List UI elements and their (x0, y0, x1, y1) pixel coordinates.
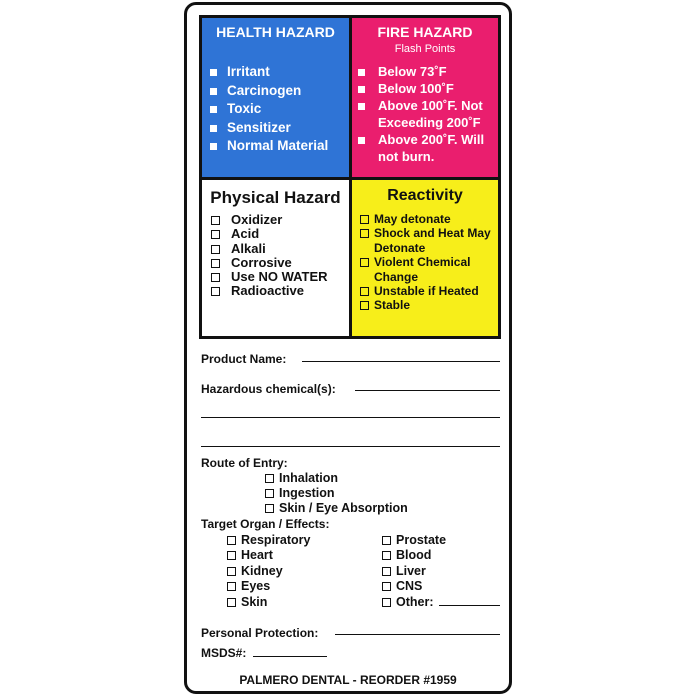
checkbox[interactable] (211, 287, 220, 296)
hazardous-chemicals-field[interactable] (355, 390, 500, 391)
list-item: Alkali (211, 242, 349, 256)
checkbox[interactable] (360, 301, 369, 310)
hazard-grid (199, 15, 501, 339)
bullet-square-icon (210, 106, 217, 113)
checkbox[interactable] (382, 551, 391, 560)
route-option-inhalation[interactable]: Inhalation (265, 471, 338, 485)
hazardous-chemicals-field-line-2[interactable] (201, 417, 500, 418)
list-item: Acid (211, 227, 349, 241)
fire-hazard-list (352, 63, 498, 165)
list-item: May detonate (360, 212, 498, 226)
organ-liver[interactable]: Liver (382, 564, 426, 578)
reactivity-list (352, 212, 498, 313)
checkbox[interactable] (382, 567, 391, 576)
bullet-square-icon (358, 69, 365, 76)
list-item: Violent Chemical Change (360, 255, 498, 284)
organ-heart[interactable]: Heart (227, 548, 273, 562)
fire-hazard-title: FIRE HAZARD (377, 24, 473, 40)
bullet-square-icon (210, 88, 217, 95)
list-item: Toxic (210, 100, 349, 119)
checkbox[interactable] (265, 504, 274, 513)
checkbox[interactable] (360, 215, 369, 224)
list-item: Stable (360, 298, 498, 312)
route-of-entry-label: Route of Entry: (201, 456, 288, 470)
reactivity-panel (352, 180, 498, 336)
checkbox[interactable] (211, 216, 220, 225)
target-organ-label: Target Organ / Effects: (201, 517, 330, 531)
checkbox[interactable] (211, 245, 220, 254)
organ-cns[interactable]: CNS (382, 579, 422, 593)
health-hazard-title: HEALTH HAZARD (216, 24, 335, 40)
organ-blood[interactable]: Blood (382, 548, 431, 562)
organ-kidney[interactable]: Kidney (227, 564, 283, 578)
msds-field[interactable] (253, 656, 327, 657)
list-item: Carcinogen (210, 82, 349, 101)
checkbox[interactable] (227, 551, 236, 560)
checkbox[interactable] (382, 536, 391, 545)
route-option-ingestion[interactable]: Ingestion (265, 486, 335, 500)
fire-hazard-panel (352, 18, 498, 177)
checkbox[interactable] (382, 582, 391, 591)
bullet-square-icon (358, 137, 365, 144)
checkbox[interactable] (360, 229, 369, 238)
product-name-field[interactable] (302, 361, 500, 362)
checkbox[interactable] (265, 489, 274, 498)
route-option-skin-eye[interactable]: Skin / Eye Absorption (265, 501, 408, 515)
organ-eyes[interactable]: Eyes (227, 579, 270, 593)
list-item: Oxidizer (211, 213, 349, 227)
list-item: Above 100˚F. Not Exceeding 200˚F (358, 97, 498, 131)
reactivity-title: Reactivity (387, 187, 463, 204)
bullet-square-icon (358, 103, 365, 110)
health-hazard-list (202, 63, 349, 156)
checkbox[interactable] (382, 598, 391, 607)
hazard-label (184, 2, 512, 694)
bullet-square-icon (210, 125, 217, 132)
list-item: Below 100˚F (358, 80, 498, 97)
bullet-square-icon (210, 69, 217, 76)
list-item: Irritant (210, 63, 349, 82)
physical-hazard-list (202, 213, 349, 299)
checkbox[interactable] (360, 287, 369, 296)
checkbox[interactable] (211, 230, 220, 239)
bullet-square-icon (358, 86, 365, 93)
product-name-label: Product Name: (201, 352, 287, 366)
personal-protection-label: Personal Protection: (201, 626, 319, 640)
footer-reorder: PALMERO DENTAL - REORDER #1959 (239, 673, 457, 687)
list-item: Normal Material (210, 137, 349, 156)
checkbox[interactable] (227, 567, 236, 576)
organ-respiratory[interactable]: Respiratory (227, 533, 310, 547)
fire-hazard-subtitle: Flash Points (394, 43, 456, 55)
checkbox[interactable] (227, 536, 236, 545)
physical-hazard-title: Physical Hazard (210, 188, 341, 207)
hazardous-chemicals-label: Hazardous chemical(s): (201, 382, 336, 396)
list-item: Shock and Heat May Detonate (360, 226, 498, 255)
list-item: Corrosive (211, 256, 349, 270)
hazardous-chemicals-field-line-3[interactable] (201, 446, 500, 447)
list-item: Radioactive (211, 284, 349, 298)
checkbox[interactable] (227, 582, 236, 591)
organ-other[interactable]: Other: (382, 595, 434, 609)
checkbox[interactable] (211, 273, 220, 282)
list-item: Below 73˚F (358, 63, 498, 80)
health-hazard-panel (202, 18, 349, 177)
personal-protection-field[interactable] (335, 634, 500, 635)
checkbox[interactable] (265, 474, 274, 483)
list-item: Above 200˚F. Will not burn. (358, 131, 498, 165)
checkbox[interactable] (227, 598, 236, 607)
organ-prostate[interactable]: Prostate (382, 533, 446, 547)
organ-other-field[interactable] (439, 605, 500, 606)
checkbox[interactable] (211, 259, 220, 268)
list-item: Sensitizer (210, 119, 349, 138)
physical-hazard-panel (202, 180, 349, 336)
checkbox[interactable] (360, 258, 369, 267)
list-item: Unstable if Heated (360, 284, 498, 298)
list-item: Use NO WATER (211, 270, 349, 284)
organ-skin[interactable]: Skin (227, 595, 267, 609)
bullet-square-icon (210, 143, 217, 150)
msds-label: MSDS#: (201, 646, 247, 660)
